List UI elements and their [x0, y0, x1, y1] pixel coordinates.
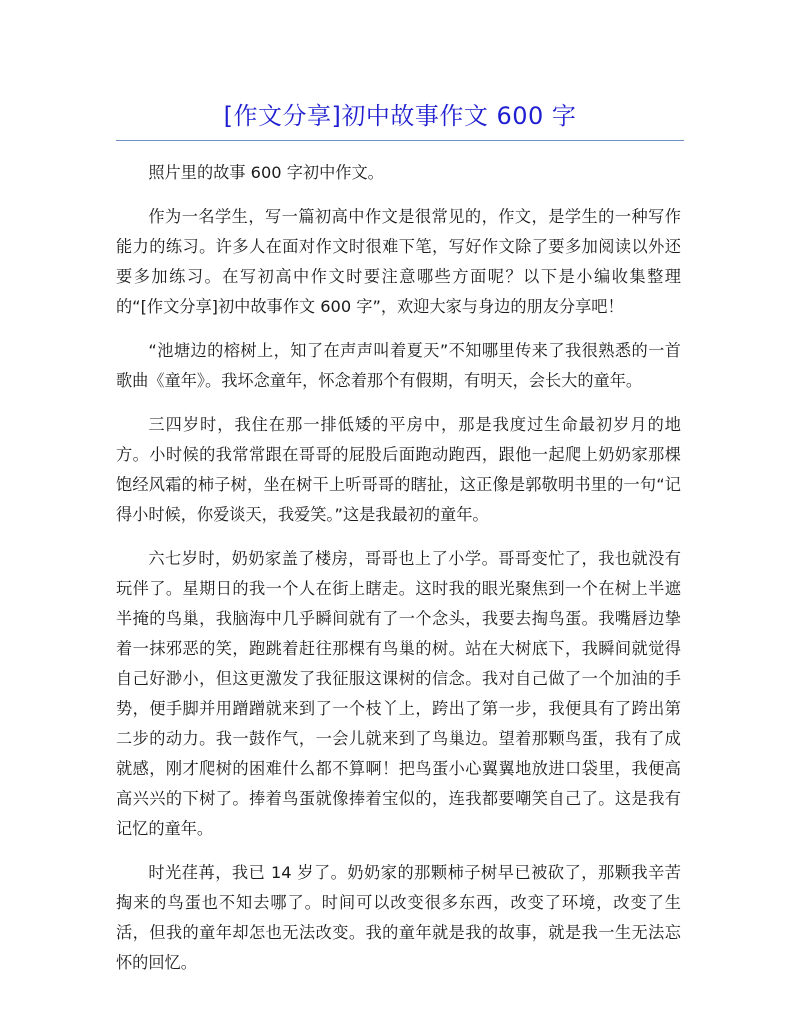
paragraph: 照片里的故事 600 字初中作文。: [148, 163, 384, 182]
paragraph: “池塘边的榕树上，知了在声声叫着夏天”不知哪里传来了我很熟悉的一首歌曲《童年》。我坏念童年，怀念着那个有假期，有明天，会长大的童年。: [116, 341, 681, 390]
paragraph: 六七岁时，奶奶家盖了楼房，哥哥也上了小学。哥哥变忙了，我也就没有玩伴了。星期日的我一个人在街上瞎走。这时我的眼光聚焦到一个在树上半遮半掩的鸟巢，我脑海中几乎瞬间就有了一个念头，我要去掏鸟蛋。我嘴唇边挚着一抹邪恶的笑，跑跳着赶往那棵有鸟巢的树。站在大树底下，我瞬间就觉得自己好渺小，但这更激发了我征服这课树的信念。我对自己做了一个加油的手势，便手脚并用蹭蹭就来到了一个枝丫上，跨出了第一步，我便具有了跨出第二步的动力。我一鼓作气，一会儿就来到了鸟巢边。望着那颗鸟蛋，我有了成就感，刚才爬树的困难什么都不算啊！把鸟蛋小心翼翼地放进口袋里，我便高高兴兴的下树了。捧着鸟蛋就像捧着宝似的，连我都要嘲笑自己了。这是我有记忆的童年。: [116, 549, 681, 838]
title-divider: [116, 140, 684, 141]
paragraph: 时光荏苒，我已 14 岁了。奶奶家的那颗柿子树早已被砍了，那颗我辛苦掏来的鸟蛋也不知去哪了。时间可以改变很多东西，改变了环境，改变了生活，但我的童年却怎也无法改变。我的童年就是我的故事，就是我一生无法忘怀的回忆。: [116, 863, 681, 972]
document-title: [作文分享]初中故事作文 600 字: [223, 102, 577, 130]
paragraph: 作为一名学生，写一篇初高中作文是很常见的，作文，是学生的一种写作能力的练习。许多人在面对作文时很难下笔，写好作文除了要多加阅读以外还要多加练习。在写初高中作文时要注意哪些方面呢？以下是小编收集整理的“[作文分享]初中故事作文 600 字”，欢迎大家与身边的朋友分享吧！: [116, 207, 681, 316]
document-body: [116, 158, 681, 992]
paragraph: 三四岁时，我住在那一排低矮的平房中，那是我度过生命最初岁月的地方。小时候的我常常跟在哥哥的屁股后面跑动跑西，跟他一起爬上奶奶家那棵饱经风霜的柿子树，坐在树干上听哥哥的瞎扯，这正像是郭敬明书里的一句“记得小时候，你爱谈天，我爱笑。”这是我最初的童年。: [116, 415, 681, 524]
